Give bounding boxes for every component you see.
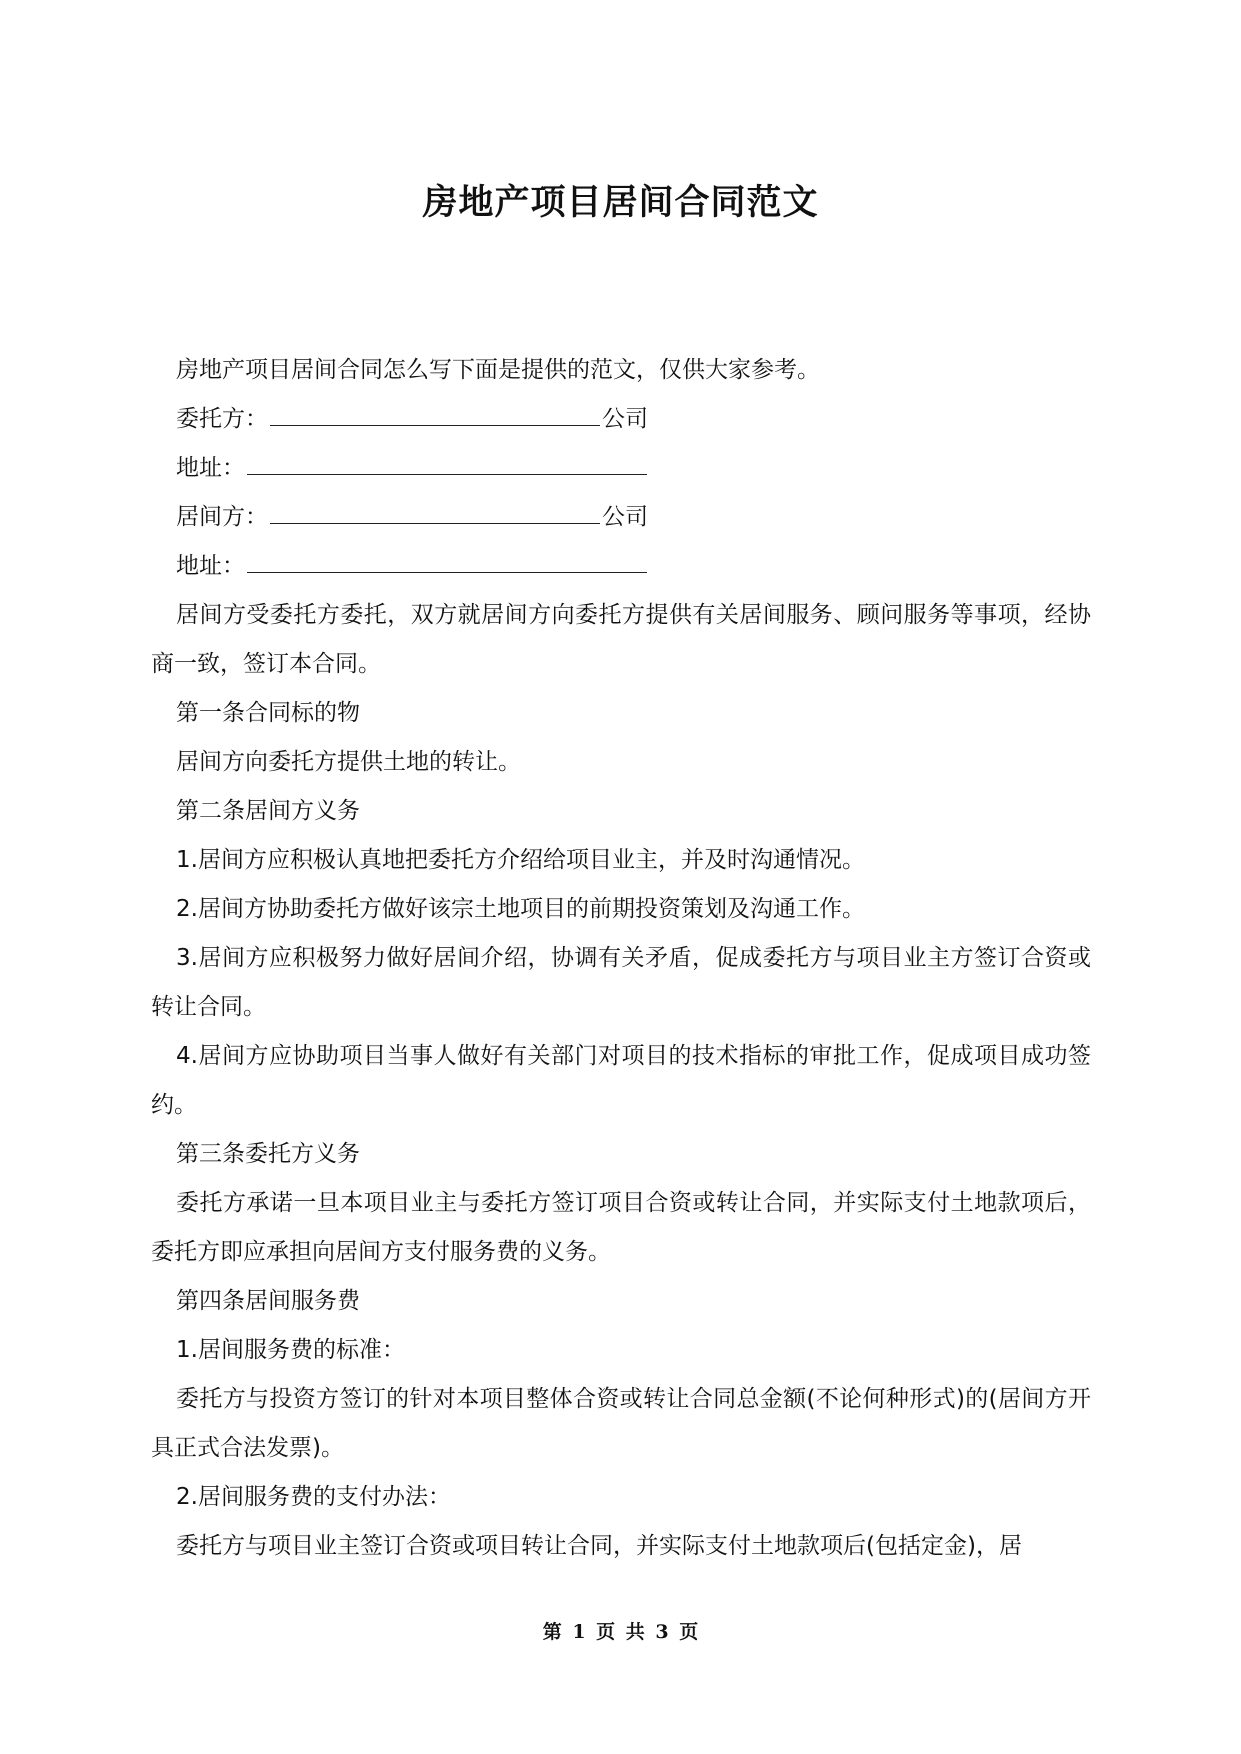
agent-address-label: 地址： xyxy=(176,553,245,579)
agent-suffix: 公司 xyxy=(602,504,648,530)
agent-address-line xyxy=(151,542,1091,591)
article-2-item-2: 2.居间方协助委托方做好该宗土地项目的前期投资策划及沟通工作。 xyxy=(176,896,865,922)
article-2-item-4: 4.居间方应协助项目当事人做好有关部门对项目的技术指标的审批工作，促成项目成功签约。 xyxy=(151,1043,1091,1118)
page-number-footer: 第 1 页 共 3 页 xyxy=(542,1621,699,1643)
client-address-line xyxy=(151,444,1091,493)
article-2-item-1: 1.居间方应积极认真地把委托方介绍给项目业主，并及时沟通情况。 xyxy=(176,847,865,873)
client-line xyxy=(151,395,1091,444)
intro-paragraph: 房地产项目居间合同怎么写下面是提供的范文，仅供大家参考。 xyxy=(176,357,820,383)
client-name-blank xyxy=(270,405,600,426)
article-2-item-3: 3.居间方应积极努力做好居间介绍，协调有关矛盾，促成委托方与项目业主方签订合资或转让合同。 xyxy=(151,945,1091,1020)
agent-address-blank xyxy=(247,552,647,573)
agent-label: 居间方： xyxy=(176,504,268,530)
article-3-heading: 第三条委托方义务 xyxy=(176,1141,360,1167)
agent-name-blank xyxy=(270,503,600,524)
article-3-text: 委托方承诺一旦本项目业主与委托方签订项目合资或转让合同，并实际支付土地款项后，委托方即应承担向居间方支付服务费的义务。 xyxy=(151,1190,1091,1265)
agent-line xyxy=(151,493,1091,542)
client-label: 委托方： xyxy=(176,406,268,432)
article-4-item-2-text: 委托方与项目业主签订合资或项目转让合同，并实际支付土地款项后(包括定金)，居 xyxy=(176,1533,1022,1559)
document-body xyxy=(151,346,1091,1571)
article-4-item-1-text: 委托方与投资方签订的针对本项目整体合资或转让合同总金额(不论何种形式)的(居间方开具正式合法发票)。 xyxy=(151,1386,1091,1461)
article-2-heading: 第二条居间方义务 xyxy=(176,798,360,824)
preamble-paragraph: 居间方受委托方委托，双方就居间方向委托方提供有关居间服务、顾问服务等事项，经协商一致，签订本合同。 xyxy=(151,602,1091,677)
article-4-item-1: 1.居间服务费的标准： xyxy=(176,1337,405,1363)
client-address-blank xyxy=(247,454,647,475)
article-4-item-2: 2.居间服务费的支付办法： xyxy=(176,1484,451,1510)
article-1-text: 居间方向委托方提供土地的转让。 xyxy=(176,749,521,775)
article-1-heading: 第一条合同标的物 xyxy=(176,700,360,726)
client-address-label: 地址： xyxy=(176,455,245,481)
document-title: 房地产项目居间合同范文 xyxy=(422,183,819,224)
article-4-heading: 第四条居间服务费 xyxy=(176,1288,360,1314)
client-suffix: 公司 xyxy=(602,406,648,432)
